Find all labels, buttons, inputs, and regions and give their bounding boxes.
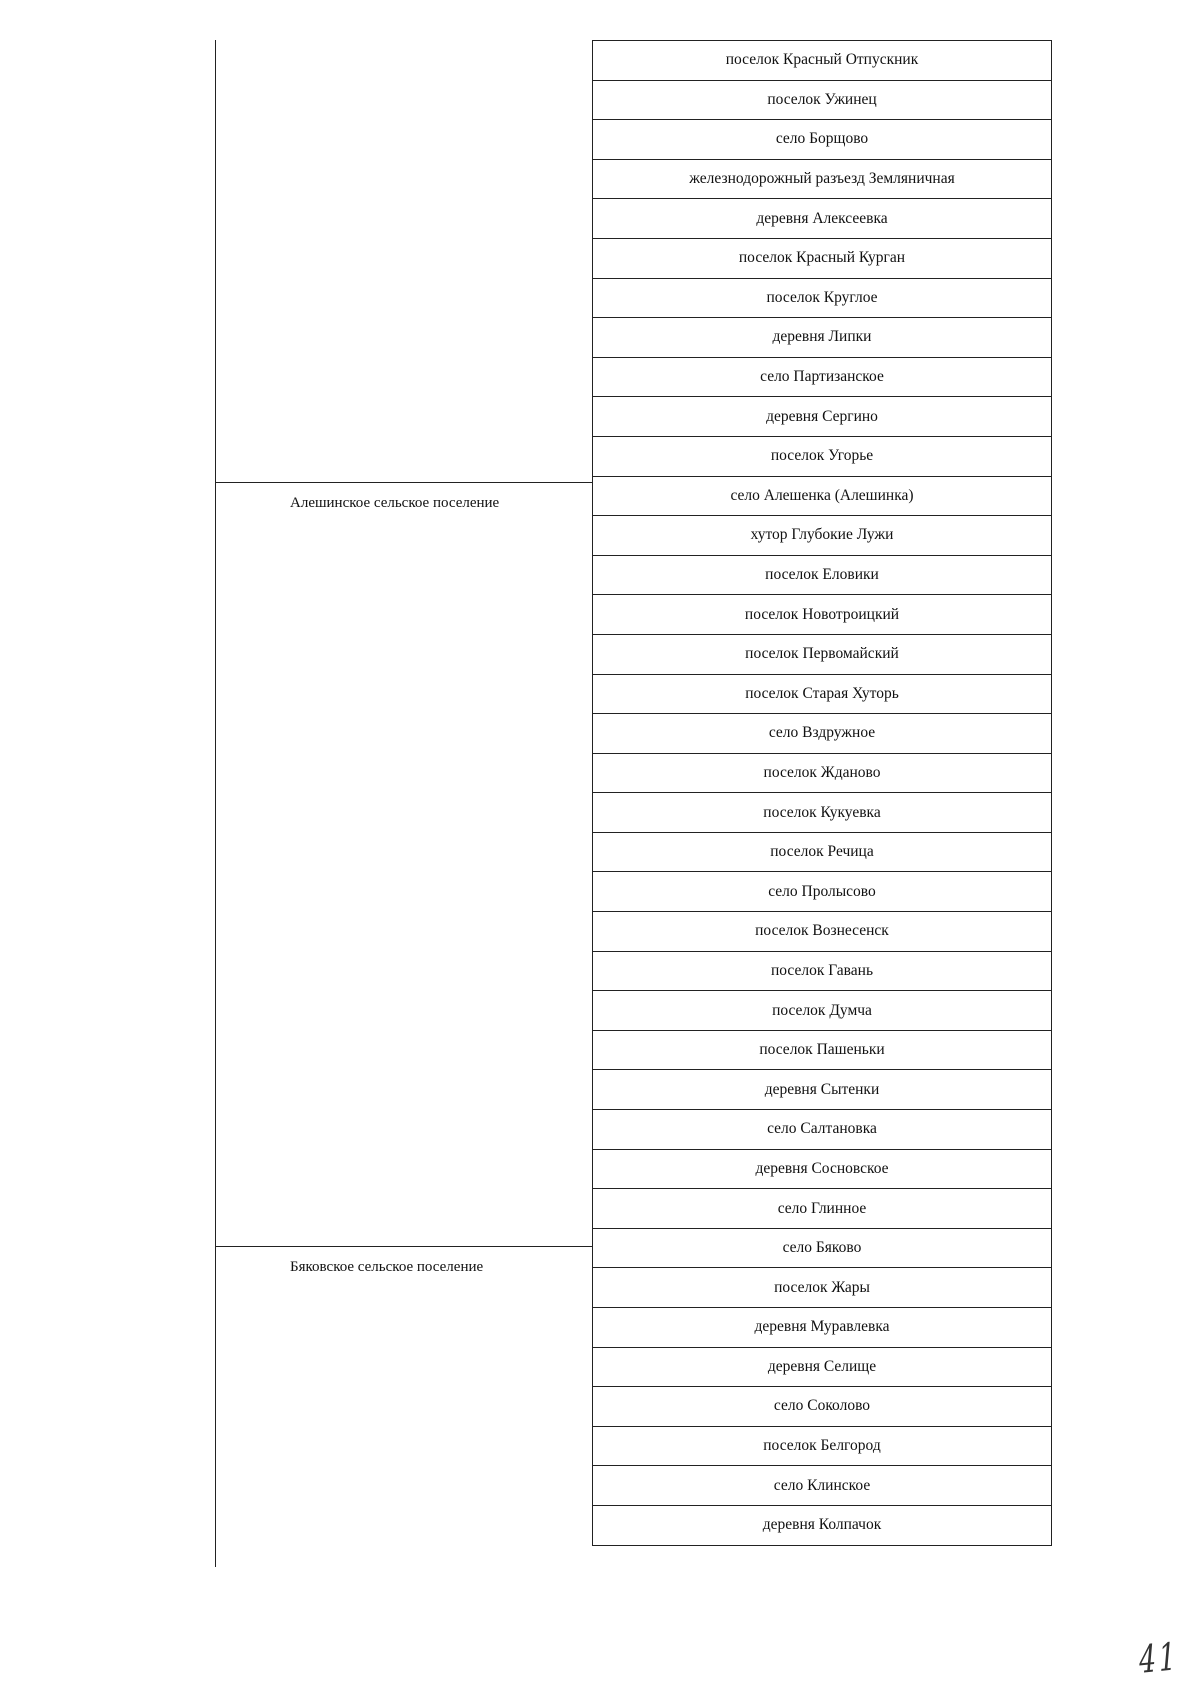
municipality-divider-2 xyxy=(215,1246,592,1247)
table-row xyxy=(593,1030,1052,1070)
settlement-name-cell: деревня Сергино xyxy=(593,397,1052,437)
table-row xyxy=(593,41,1052,81)
settlement-name-cell: поселок Первомайский xyxy=(593,634,1052,674)
settlement-name-cell: поселок Круглое xyxy=(593,278,1052,318)
table-row xyxy=(593,120,1052,160)
table-row xyxy=(593,991,1052,1031)
settlement-name-cell: поселок Красный Курган xyxy=(593,238,1052,278)
settlement-name-cell: поселок Ужинец xyxy=(593,80,1052,120)
settlement-name-cell: поселок Думча xyxy=(593,991,1052,1031)
municipality-name-aleshinskoe: Алешинское сельское поселение xyxy=(290,495,500,511)
table-row xyxy=(593,1070,1052,1110)
table-row xyxy=(593,595,1052,635)
table-row xyxy=(593,1308,1052,1348)
settlement-name-cell: село Бяково xyxy=(593,1228,1052,1268)
settlement-name-cell: поселок Жары xyxy=(593,1268,1052,1308)
table-row xyxy=(593,238,1052,278)
table-row xyxy=(593,436,1052,476)
table-row xyxy=(593,832,1052,872)
settlement-name-cell: железнодорожный разъезд Земляничная xyxy=(593,159,1052,199)
municipality-name-byakovskoe: Бяковское сельское поселение xyxy=(290,1259,484,1275)
left-column-border xyxy=(215,40,216,1567)
table-row xyxy=(593,278,1052,318)
settlement-name-cell: деревня Сытенки xyxy=(593,1070,1052,1110)
table-row xyxy=(593,516,1052,556)
table-row xyxy=(593,1387,1052,1427)
settlements-table xyxy=(592,40,1052,1546)
settlement-name-cell: село Салтановка xyxy=(593,1110,1052,1150)
table-row xyxy=(593,555,1052,595)
settlement-name-cell: поселок Пашеньки xyxy=(593,1030,1052,1070)
settlement-name-cell: село Соколово xyxy=(593,1387,1052,1427)
settlement-name-cell: поселок Новотроицкий xyxy=(593,595,1052,635)
settlement-name-cell: поселок Жданово xyxy=(593,753,1052,793)
table-row xyxy=(593,1189,1052,1229)
table-row xyxy=(593,1466,1052,1506)
handwritten-page-number: 41 xyxy=(1138,1634,1180,1682)
settlement-name-cell: село Пролысово xyxy=(593,872,1052,912)
table-row xyxy=(593,1505,1052,1545)
settlement-name-cell: поселок Еловики xyxy=(593,555,1052,595)
table-row xyxy=(593,80,1052,120)
table-row xyxy=(593,476,1052,516)
settlement-name-cell: деревня Липки xyxy=(593,318,1052,358)
table-row xyxy=(593,1268,1052,1308)
settlement-name-cell: поселок Вознесенск xyxy=(593,912,1052,952)
settlement-name-cell: деревня Сосновское xyxy=(593,1149,1052,1189)
settlement-name-cell: поселок Угорье xyxy=(593,436,1052,476)
table-row xyxy=(593,1149,1052,1189)
table-row xyxy=(593,1228,1052,1268)
settlement-name-cell: поселок Речица xyxy=(593,832,1052,872)
settlement-name-cell: село Партизанское xyxy=(593,357,1052,397)
table-row xyxy=(593,1347,1052,1387)
table-row xyxy=(593,753,1052,793)
settlement-name-cell: поселок Белгород xyxy=(593,1426,1052,1466)
settlement-name-cell: село Борщово xyxy=(593,120,1052,160)
table-row xyxy=(593,674,1052,714)
table-row xyxy=(593,1110,1052,1150)
table-row xyxy=(593,714,1052,754)
settlement-name-cell: деревня Селище xyxy=(593,1347,1052,1387)
municipality-divider-1 xyxy=(215,482,592,483)
settlement-name-cell: поселок Красный Отпускник xyxy=(593,41,1052,81)
settlement-name-cell: поселок Старая Хуторь xyxy=(593,674,1052,714)
settlement-name-cell: хутор Глубокие Лужи xyxy=(593,516,1052,556)
table-row xyxy=(593,634,1052,674)
settlement-name-cell: поселок Кукуевка xyxy=(593,793,1052,833)
settlement-name-cell: деревня Колпачок xyxy=(593,1505,1052,1545)
table-row xyxy=(593,872,1052,912)
table-row xyxy=(593,793,1052,833)
settlement-name-cell: село Глинное xyxy=(593,1189,1052,1229)
table-row xyxy=(593,1426,1052,1466)
table-row xyxy=(593,199,1052,239)
settlement-name-cell: деревня Алексеевка xyxy=(593,199,1052,239)
table-row xyxy=(593,159,1052,199)
settlement-name-cell: село Вздружное xyxy=(593,714,1052,754)
table-row xyxy=(593,318,1052,358)
settlement-name-cell: деревня Муравлевка xyxy=(593,1308,1052,1348)
settlement-name-cell: село Алешенка (Алешинка) xyxy=(593,476,1052,516)
table-row xyxy=(593,397,1052,437)
settlement-name-cell: поселок Гавань xyxy=(593,951,1052,991)
table-row xyxy=(593,951,1052,991)
table-row xyxy=(593,357,1052,397)
settlements-table-body xyxy=(593,41,1052,1546)
settlement-name-cell: село Клинское xyxy=(593,1466,1052,1506)
table-row xyxy=(593,912,1052,952)
